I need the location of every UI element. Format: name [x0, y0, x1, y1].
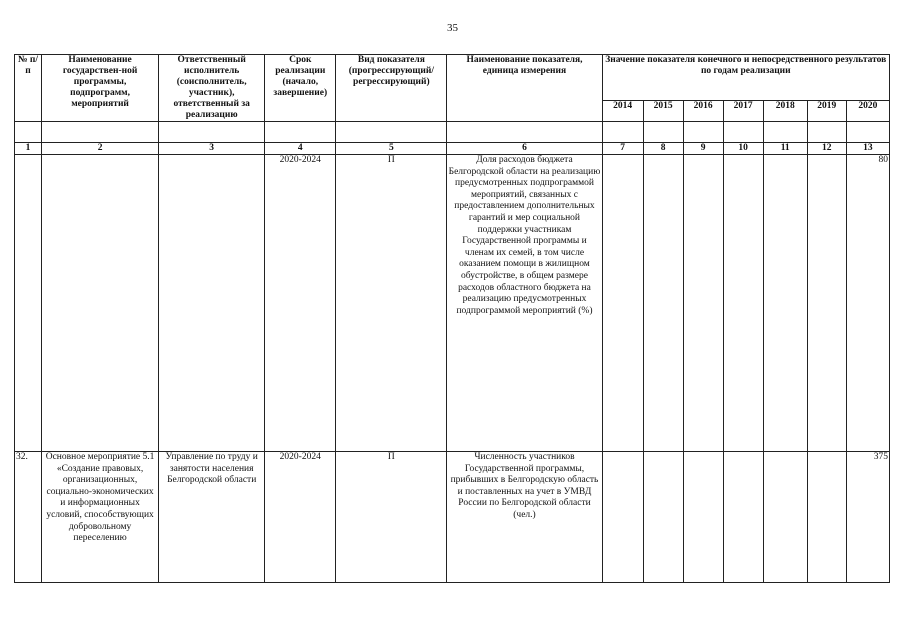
header-indicator-type: Вид показателя (прогрессирующий/ регрессирующий)	[336, 55, 447, 122]
row-value-2019	[807, 452, 846, 583]
row-value-2020: 80	[846, 155, 889, 452]
column-number: 8	[643, 143, 683, 155]
column-number: 7	[602, 143, 643, 155]
column-number: 1	[15, 143, 42, 155]
row-term: 2020-2024	[265, 155, 336, 452]
column-number: 5	[336, 143, 447, 155]
row-indicator-name: Численность участников Государственной программы, прибывших в Белгородскую область и поставленных на учет в УМВД России по Белгородской области (чел.)	[447, 452, 602, 583]
column-number: 6	[447, 143, 602, 155]
header-values: Значение показателя конечного и непосредственного результатов по годам реализации	[602, 55, 889, 101]
row-program-name	[42, 155, 159, 452]
row-value-2017	[723, 452, 763, 583]
column-number: 12	[807, 143, 846, 155]
row-value-2014	[602, 155, 643, 452]
header-year-2019: 2019	[807, 100, 846, 121]
header-year-2020: 2020	[846, 100, 889, 121]
row-program-name: Основное мероприятие 5.1 «Создание правовых, организационных, социально-экономических и информационных условий, способствующих добровольному переселению	[42, 452, 159, 583]
row-value-2015	[643, 155, 683, 452]
row-value-2014	[602, 452, 643, 583]
table-row	[15, 155, 890, 452]
table-row	[15, 452, 890, 583]
row-responsible: Управление по труду и занятости населения Белгородской области	[159, 452, 265, 583]
page-number: 35	[447, 22, 458, 34]
header-num: № п/п	[15, 55, 42, 122]
row-term: 2020-2024	[265, 452, 336, 583]
header-year-2017: 2017	[723, 100, 763, 121]
header-year-2015: 2015	[643, 100, 683, 121]
indicators-table	[14, 54, 890, 583]
row-indicator-type: П	[336, 155, 447, 452]
header-indicator-name: Наименование показателя, единица измерения	[447, 55, 602, 122]
column-number: 13	[846, 143, 889, 155]
column-number: 2	[42, 143, 159, 155]
header-spacer-row	[15, 122, 890, 143]
header-term: Срок реализации (начало, завершение)	[265, 55, 336, 122]
column-number: 4	[265, 143, 336, 155]
row-value-2019	[807, 155, 846, 452]
row-indicator-type: П	[336, 452, 447, 583]
row-indicator-name: Доля расходов бюджета Белгородской области на реализацию предусмотренных подпрограммой мероприятий, связанных с предоставлением дополнительных гарантий и мер социальной поддержки участникам Государственной программы и членам их семей, в том числе оказанием помощи в жилищном обустройстве, в общем размере расходов областного бюджета на реализацию предусмотренных подпрограммой мероприятий (%)	[447, 155, 602, 452]
row-responsible	[159, 155, 265, 452]
row-value-2018	[763, 155, 807, 452]
header-name: Наименование государствен-ной программы, подпрограмм, мероприятий	[42, 55, 159, 122]
row-value-2020: 375	[846, 452, 889, 583]
column-number: 11	[763, 143, 807, 155]
row-value-2015	[643, 452, 683, 583]
column-number: 9	[683, 143, 723, 155]
row-value-2018	[763, 452, 807, 583]
header-responsible: Ответственный исполнитель (соисполнитель, участник), ответственный за реализацию	[159, 55, 265, 122]
column-number: 10	[723, 143, 763, 155]
column-number: 3	[159, 143, 265, 155]
column-numbers-row	[15, 143, 890, 155]
header-year-2018: 2018	[763, 100, 807, 121]
row-number: 32.	[15, 452, 42, 583]
row-value-2016	[683, 452, 723, 583]
row-number	[15, 155, 42, 452]
header-year-2016: 2016	[683, 100, 723, 121]
header-year-2014: 2014	[602, 100, 643, 121]
row-value-2017	[723, 155, 763, 452]
row-value-2016	[683, 155, 723, 452]
